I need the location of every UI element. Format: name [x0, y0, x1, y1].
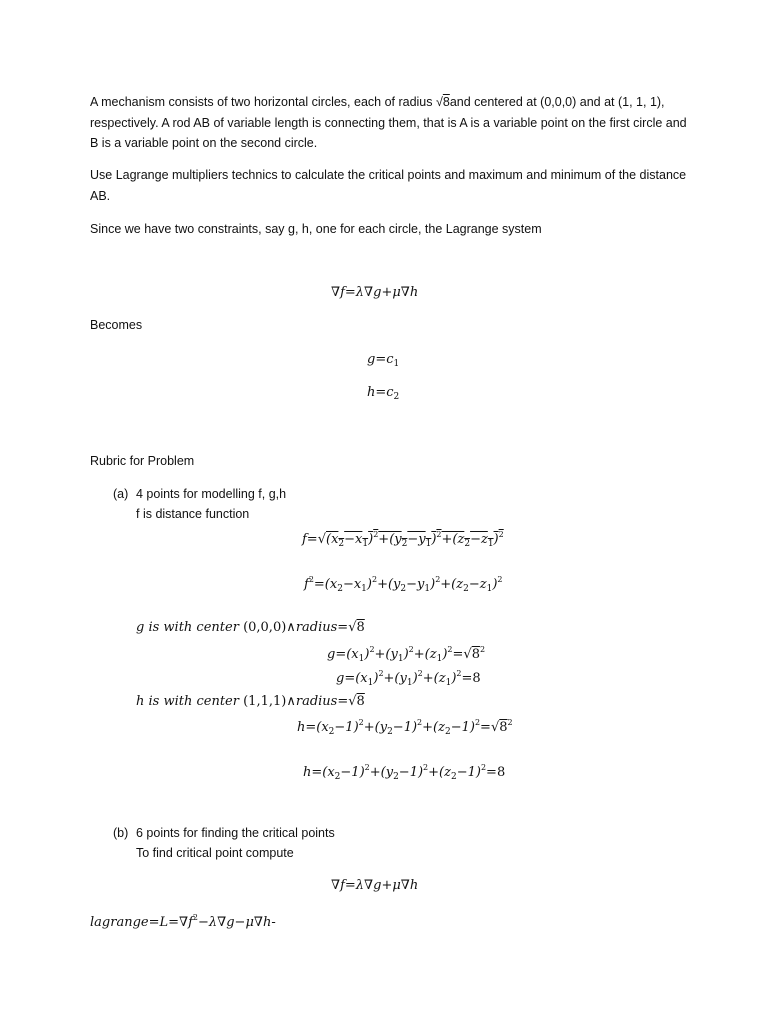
- equation-f-sqrt: $f=√(x_2-x_1)^2+(y_2-y_1)^2+(z_2-z_1)^2$: [302, 530, 504, 549]
- radius-radicand: 8: [442, 95, 450, 109]
- intro-text-1a: A mechanism consists of two horizontal circles, each of radius √: [90, 95, 443, 109]
- part-a-marker: (a): [113, 487, 129, 501]
- equation-g-sqrt: $g=(x_1)^2+(y_1)^2+(z_1)^2=√8^2$: [327, 645, 486, 664]
- h-center-statement: h is with center (1,1,1)∧radius=√8: [136, 694, 365, 709]
- equation-h: $h=(x_2-1)^2+(y_2-1)^2+(z_2-1)^2=8$: [303, 763, 506, 782]
- constraint-g: $g=c_1$: [367, 352, 400, 369]
- constraint-h: $h=c_2$: [367, 385, 400, 402]
- equation-f-squared: $f^2=(x_2-x_1)^2+(y_2-y_1)^2+(z_2-z_1)^2$: [304, 575, 503, 594]
- lagrangian-definition: $lagrange=L=\nabla f^2-\lambda\nabla g-\mu\nabla h-$: [90, 913, 276, 930]
- part-b-title: 6 points for finding the critical points: [136, 826, 335, 840]
- critical-point-equation: ∇f=λ∇g+μ∇h: [331, 878, 419, 893]
- lagrange-system-equation: ∇f=λ∇g+μ∇h: [331, 285, 419, 300]
- part-a-title: 4 points for modelling f, g,h: [136, 487, 287, 501]
- equation-g: $g=(x_1)^2+(y_1)^2+(z_1)^2=8$: [336, 669, 481, 688]
- becomes-label: Becomes: [90, 318, 143, 332]
- equation-h-sqrt: $h=(x_2-1)^2+(y_2-1)^2+(z_2-1)^2=√8^2$: [297, 718, 513, 737]
- intro-paragraph-3: Since we have two constraints, say g, h, one for each circle, the Lagrange system: [90, 222, 542, 236]
- rubric-title: Rubric for Problem: [90, 454, 195, 468]
- part-a-subtitle: f is distance function: [136, 507, 250, 521]
- intro-paragraph-2: Use Lagrange multipliers technics to calculate the critical points and maximum and minimum of the distance AB.: [90, 168, 687, 203]
- intro-text-1b: and centered at (0,0,0) and at (1, 1, 1), respectively. A rod AB of variable length is connecting them, that is A is a variable point on the first circle and B is a variable point on the second circle.: [90, 95, 687, 150]
- intro-paragraph-1: [90, 92, 690, 154]
- part-b-marker: (b): [113, 826, 129, 840]
- part-b-subtitle: To find critical point compute: [136, 846, 294, 860]
- g-center-statement: g is with center (0,0,0)∧radius=√8: [136, 620, 365, 635]
